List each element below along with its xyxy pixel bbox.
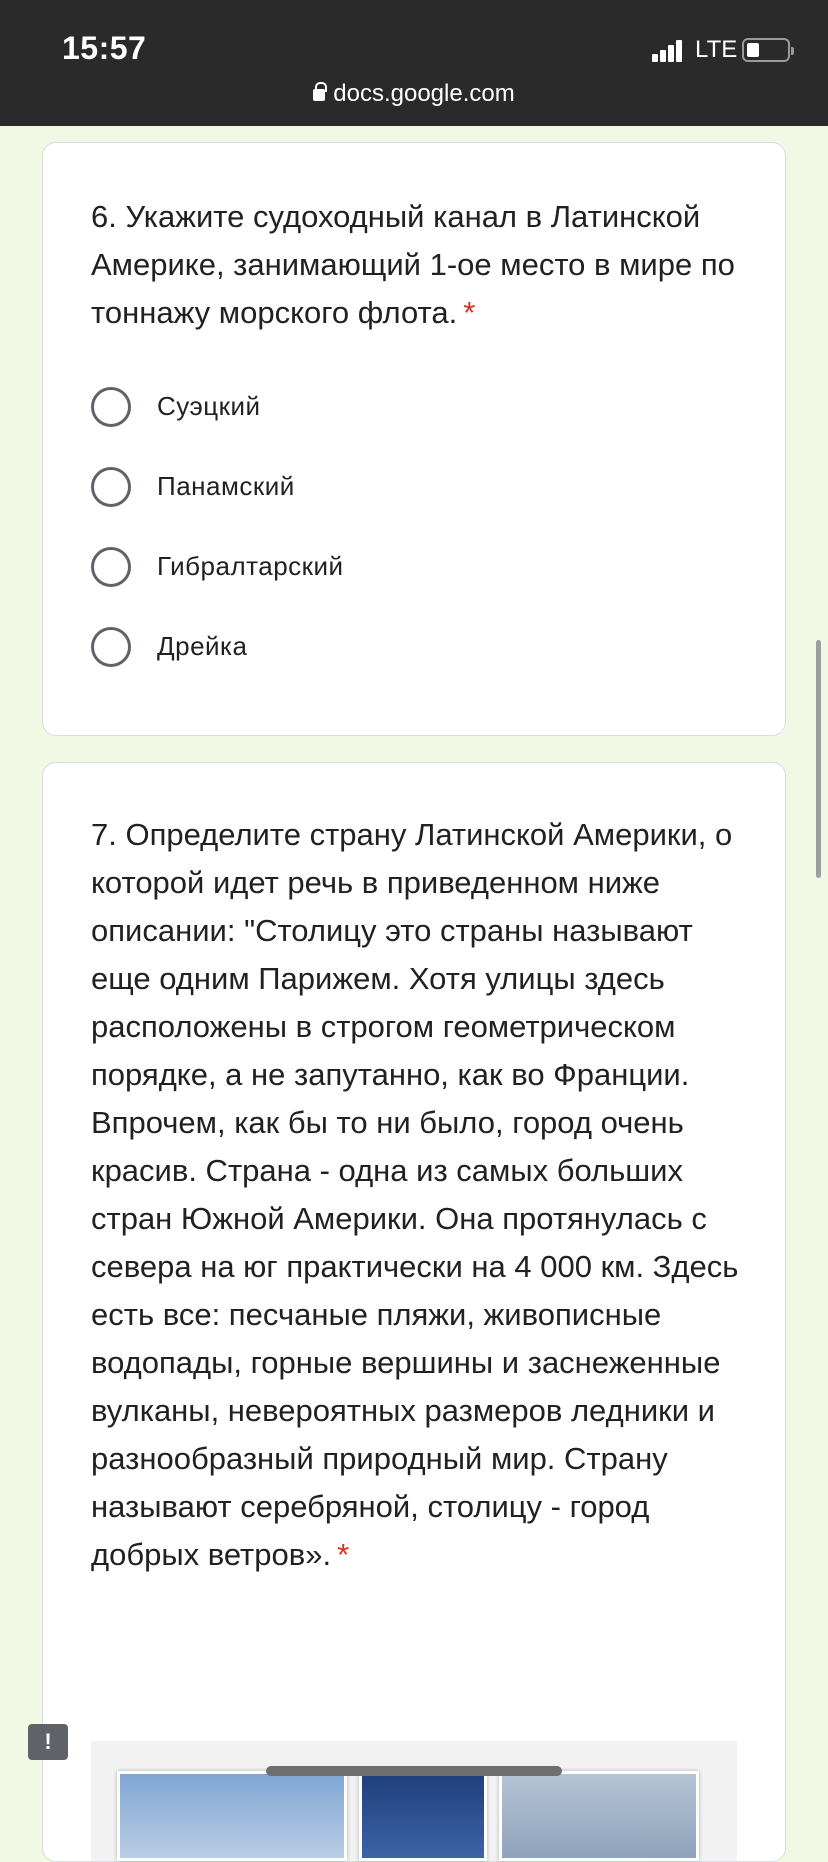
required-mark: *	[463, 295, 476, 330]
photo-2	[359, 1771, 487, 1861]
status-time: 15:57	[62, 30, 147, 66]
question-title	[91, 193, 741, 337]
url-text: docs.google.com	[333, 80, 515, 107]
status-bar	[0, 0, 828, 126]
radio-button[interactable]	[91, 467, 131, 507]
option-label: Панамский	[157, 471, 295, 501]
feedback-icon[interactable]: !	[28, 1724, 68, 1760]
question-text: 6. Укажите судоходный канал в Латинской Америке, занимающий 1-ое место в мире по тоннажу морского флота.	[91, 199, 735, 330]
question-card-6	[42, 142, 786, 736]
network-type: LTE	[695, 36, 738, 63]
question-title	[91, 811, 741, 1579]
radio-button[interactable]	[91, 387, 131, 427]
photo-3	[499, 1771, 699, 1861]
battery-icon	[742, 38, 790, 62]
home-indicator[interactable]	[266, 1766, 562, 1776]
signal-icon	[652, 38, 690, 62]
option-label: Гибралтарский	[157, 551, 344, 581]
option-gibraltar[interactable]	[91, 545, 691, 589]
option-suez[interactable]	[91, 385, 691, 429]
radio-button[interactable]	[91, 547, 131, 587]
option-label: Дрейка	[157, 631, 248, 661]
photo-1	[117, 1771, 347, 1861]
option-panama[interactable]	[91, 465, 691, 509]
scrollbar[interactable]	[816, 640, 821, 878]
option-label: Суэцкий	[157, 391, 261, 421]
question-text: 7. Определите страну Латинской Америки, о которой идет речь в приведенном ниже описании: "Столицу это страны называют еще одним Парижем. Хотя улицы здесь расположены в строгом геометрическом порядке, а не запутанно, как во Франции. Впрочем, как бы то ни было, город очень красив. Страна - одна из самых больших стран Южной Америки. Она протянулась с севера на юг практически на 4 000 км. Здесь есть все: песчаные пляжи, живописные водопады, горные вершины и заснеженные вулканы, невероятных размеров ледники и разнообразный природный мир. Страну называют серебряной, столицу - город добрых ветров».	[91, 817, 739, 1572]
option-drake[interactable]	[91, 625, 691, 669]
required-mark: *	[337, 1537, 350, 1572]
question-card-7	[42, 762, 786, 1862]
radio-button[interactable]	[91, 627, 131, 667]
address-bar[interactable]	[0, 80, 828, 108]
question-image	[91, 1741, 737, 1861]
lock-icon	[313, 89, 325, 101]
